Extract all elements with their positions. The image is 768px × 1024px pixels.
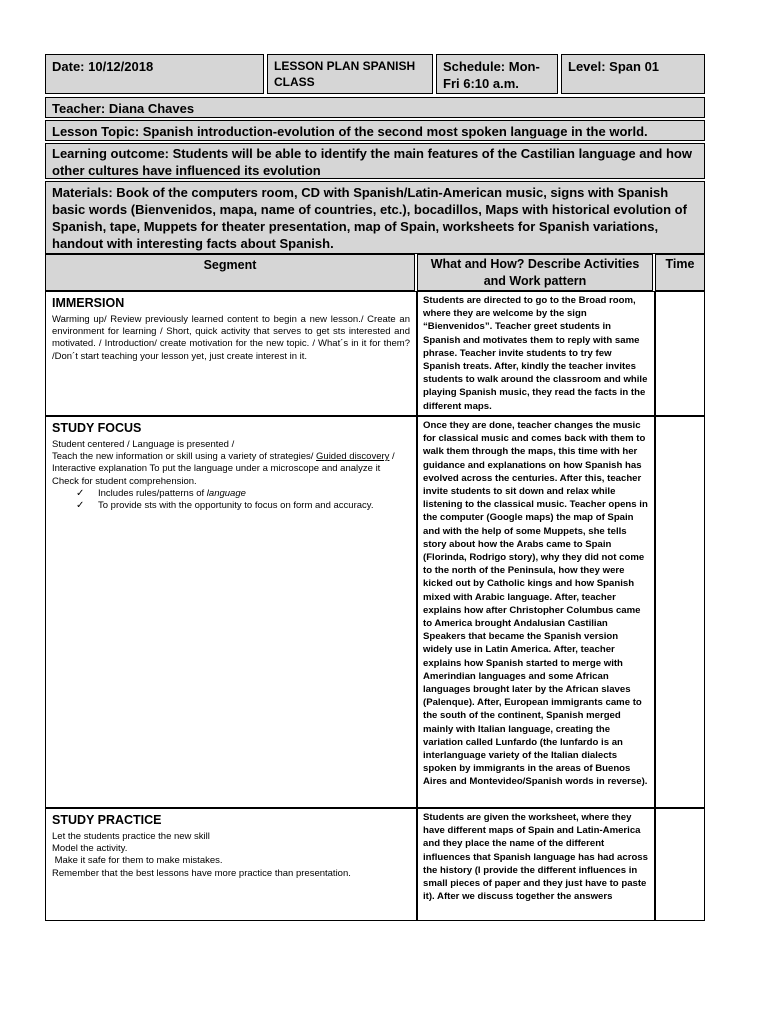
- segment-header-label: Segment: [203, 258, 257, 272]
- outcome-text: Learning outcome: Students will be able to identify the main features of the Castilian language and how other cultures have influenced its evolution: [52, 146, 692, 178]
- materials-cell: [45, 181, 705, 254]
- teacher-text: Teacher: Diana Chaves: [52, 101, 195, 116]
- materials-text: Materials: Book of the computers room, CD with Spanish/Latin-American music, signs with Spanish basic words (Bienvenidos, mapa, name of countries, etc.), bocadillos, Maps with historical evolution of Spanish, tape, Muppets for theater presentation, map of Spain, worksheets for Spanish variations, handout with interesting facts about Spanish.: [52, 185, 687, 251]
- teacher-cell: [45, 97, 705, 118]
- topic-cell: [45, 120, 705, 141]
- time-header: [655, 254, 705, 291]
- study-practice-activity-text: Students are given the worksheet, where they have different maps of Spain and Latin-America and they place the name of the different influences that Spanish language has had across the history (I provide the different influences in small pieces of paper and they just have to paste it). After we discuss together the answers: [423, 812, 648, 903]
- study-focus-explanation-text: / Interactive explanation To put the language under a microscope and analyze it: [52, 451, 395, 475]
- guided-discovery-text: Guided discovery: [316, 451, 390, 463]
- level-text: Level: Span 01: [568, 59, 660, 74]
- immersion-time-cell: [655, 291, 705, 416]
- study-focus-segment-cell: [45, 416, 417, 808]
- activities-header: [417, 254, 653, 291]
- study-practice-description: [52, 831, 410, 880]
- schedule-cell: [436, 54, 558, 94]
- title-cell: [267, 54, 433, 94]
- study-focus-description: [52, 439, 410, 512]
- study-focus-line: Student centered / Language is presented /: [52, 439, 235, 450]
- checklist-item-text: Includes rules/patterns of: [98, 487, 207, 499]
- study-practice-line: Let the students practice the new skill: [52, 831, 210, 842]
- immersion-title: IMMERSION: [52, 296, 125, 310]
- study-practice-line: Remember that the best lessons have more practice than presentation.: [52, 867, 351, 879]
- study-focus-time-cell: [655, 416, 705, 808]
- checklist-item-text: To provide sts with the opportunity to focus on form and accuracy.: [98, 500, 374, 512]
- immersion-activity-cell: [417, 291, 655, 416]
- study-practice-time-cell: [655, 808, 705, 921]
- immersion-description: Warming up/ Review previously learned content to begin a new lesson./ Create an environment for learning / Short, quick activity that serves to get sts interested and motivated. / Introduction/ create motivation for the new topic. / What´s in it for them? /Don´t start teaching your lesson yet, just create interest in it.: [52, 314, 410, 362]
- immersion-activity-text: Students are directed to go to the Broad room, where they are welcome by the sign “Bienvenidos”. Teacher greet students in Spanish and motivates them to reply with same phrase. Teacher invite students to try few Spanish treats. After, kindly the teacher invites students to walk around the classroom and while playing Spanish music, they read the facts in the different maps.: [423, 295, 648, 412]
- study-focus-strategies-text: Teach the new information or skill using a variety of strategies/: [52, 451, 317, 463]
- segment-header: [45, 254, 415, 291]
- time-header-label: Time: [665, 257, 695, 271]
- checklist-item: [76, 500, 410, 512]
- study-focus-activity-text: Once they are done, teacher changes the music for classical music and comes back with them to walk them through the maps, this time with her guidance and explanations on how Spanish has evolved across the centuries. After this, teacher invite students to sit down and relax while listening to the classical music. Teacher opens in the computer (Google maps) the map of Spain and with the help of some Muppets, she tells story about how the Arabs came to Spain (Florinda, Rodrigo story), why they did not come to the north of the Peninsula, how they were kicked out by Catholic kings and how Spanish mixed with Arabic language. After, teacher explains how after Christopher Columbus came to America brought Andalusian Castilian Speakers that became the Spanish version widely use in Latin America. After, teacher explains how Spanish started to merge with Amerindian languages and some African languages brought later by the African slaves (Palenque). After, European immigrants came to the south of the continent, Spanish merged mainly with Italian language, creating the variation called Lunfardo (the lunfardo is an interlanguage variety of the Italian dialects spoken by immigrants in the areas of Buenos Aires and Montevideo/Spanish words in reverse).: [423, 420, 648, 788]
- study-focus-title: STUDY FOCUS: [52, 421, 142, 435]
- outcome-cell: [45, 143, 705, 179]
- study-focus-line: [52, 451, 410, 475]
- topic-text: Lesson Topic: Spanish introduction-evolution of the second most spoken language in the world.: [52, 124, 648, 139]
- study-focus-checklist: [52, 488, 410, 512]
- schedule-text: Schedule: Mon-Fri 6:10 a.m.: [443, 59, 540, 91]
- language-italic-text: language: [206, 487, 246, 499]
- checklist-item: [76, 488, 410, 500]
- activities-header-label: What and How? Describe Activities and Work pattern: [430, 257, 640, 288]
- study-focus-line: Check for student comprehension.: [52, 475, 197, 487]
- study-practice-segment-cell: [45, 808, 417, 921]
- study-practice-activity-cell: [417, 808, 655, 921]
- level-cell: [561, 54, 705, 94]
- study-focus-activity-cell: [417, 416, 655, 808]
- lesson-plan-title: LESSON PLAN SPANISH CLASS: [274, 59, 416, 89]
- date-cell: [45, 54, 264, 94]
- immersion-segment-cell: [45, 291, 417, 416]
- date-text: Date: 10/12/2018: [52, 59, 154, 74]
- study-practice-title: STUDY PRACTICE: [52, 813, 162, 827]
- study-practice-line: Model the activity.: [52, 843, 128, 855]
- study-practice-line: Make it safe for them to make mistakes.: [52, 855, 223, 867]
